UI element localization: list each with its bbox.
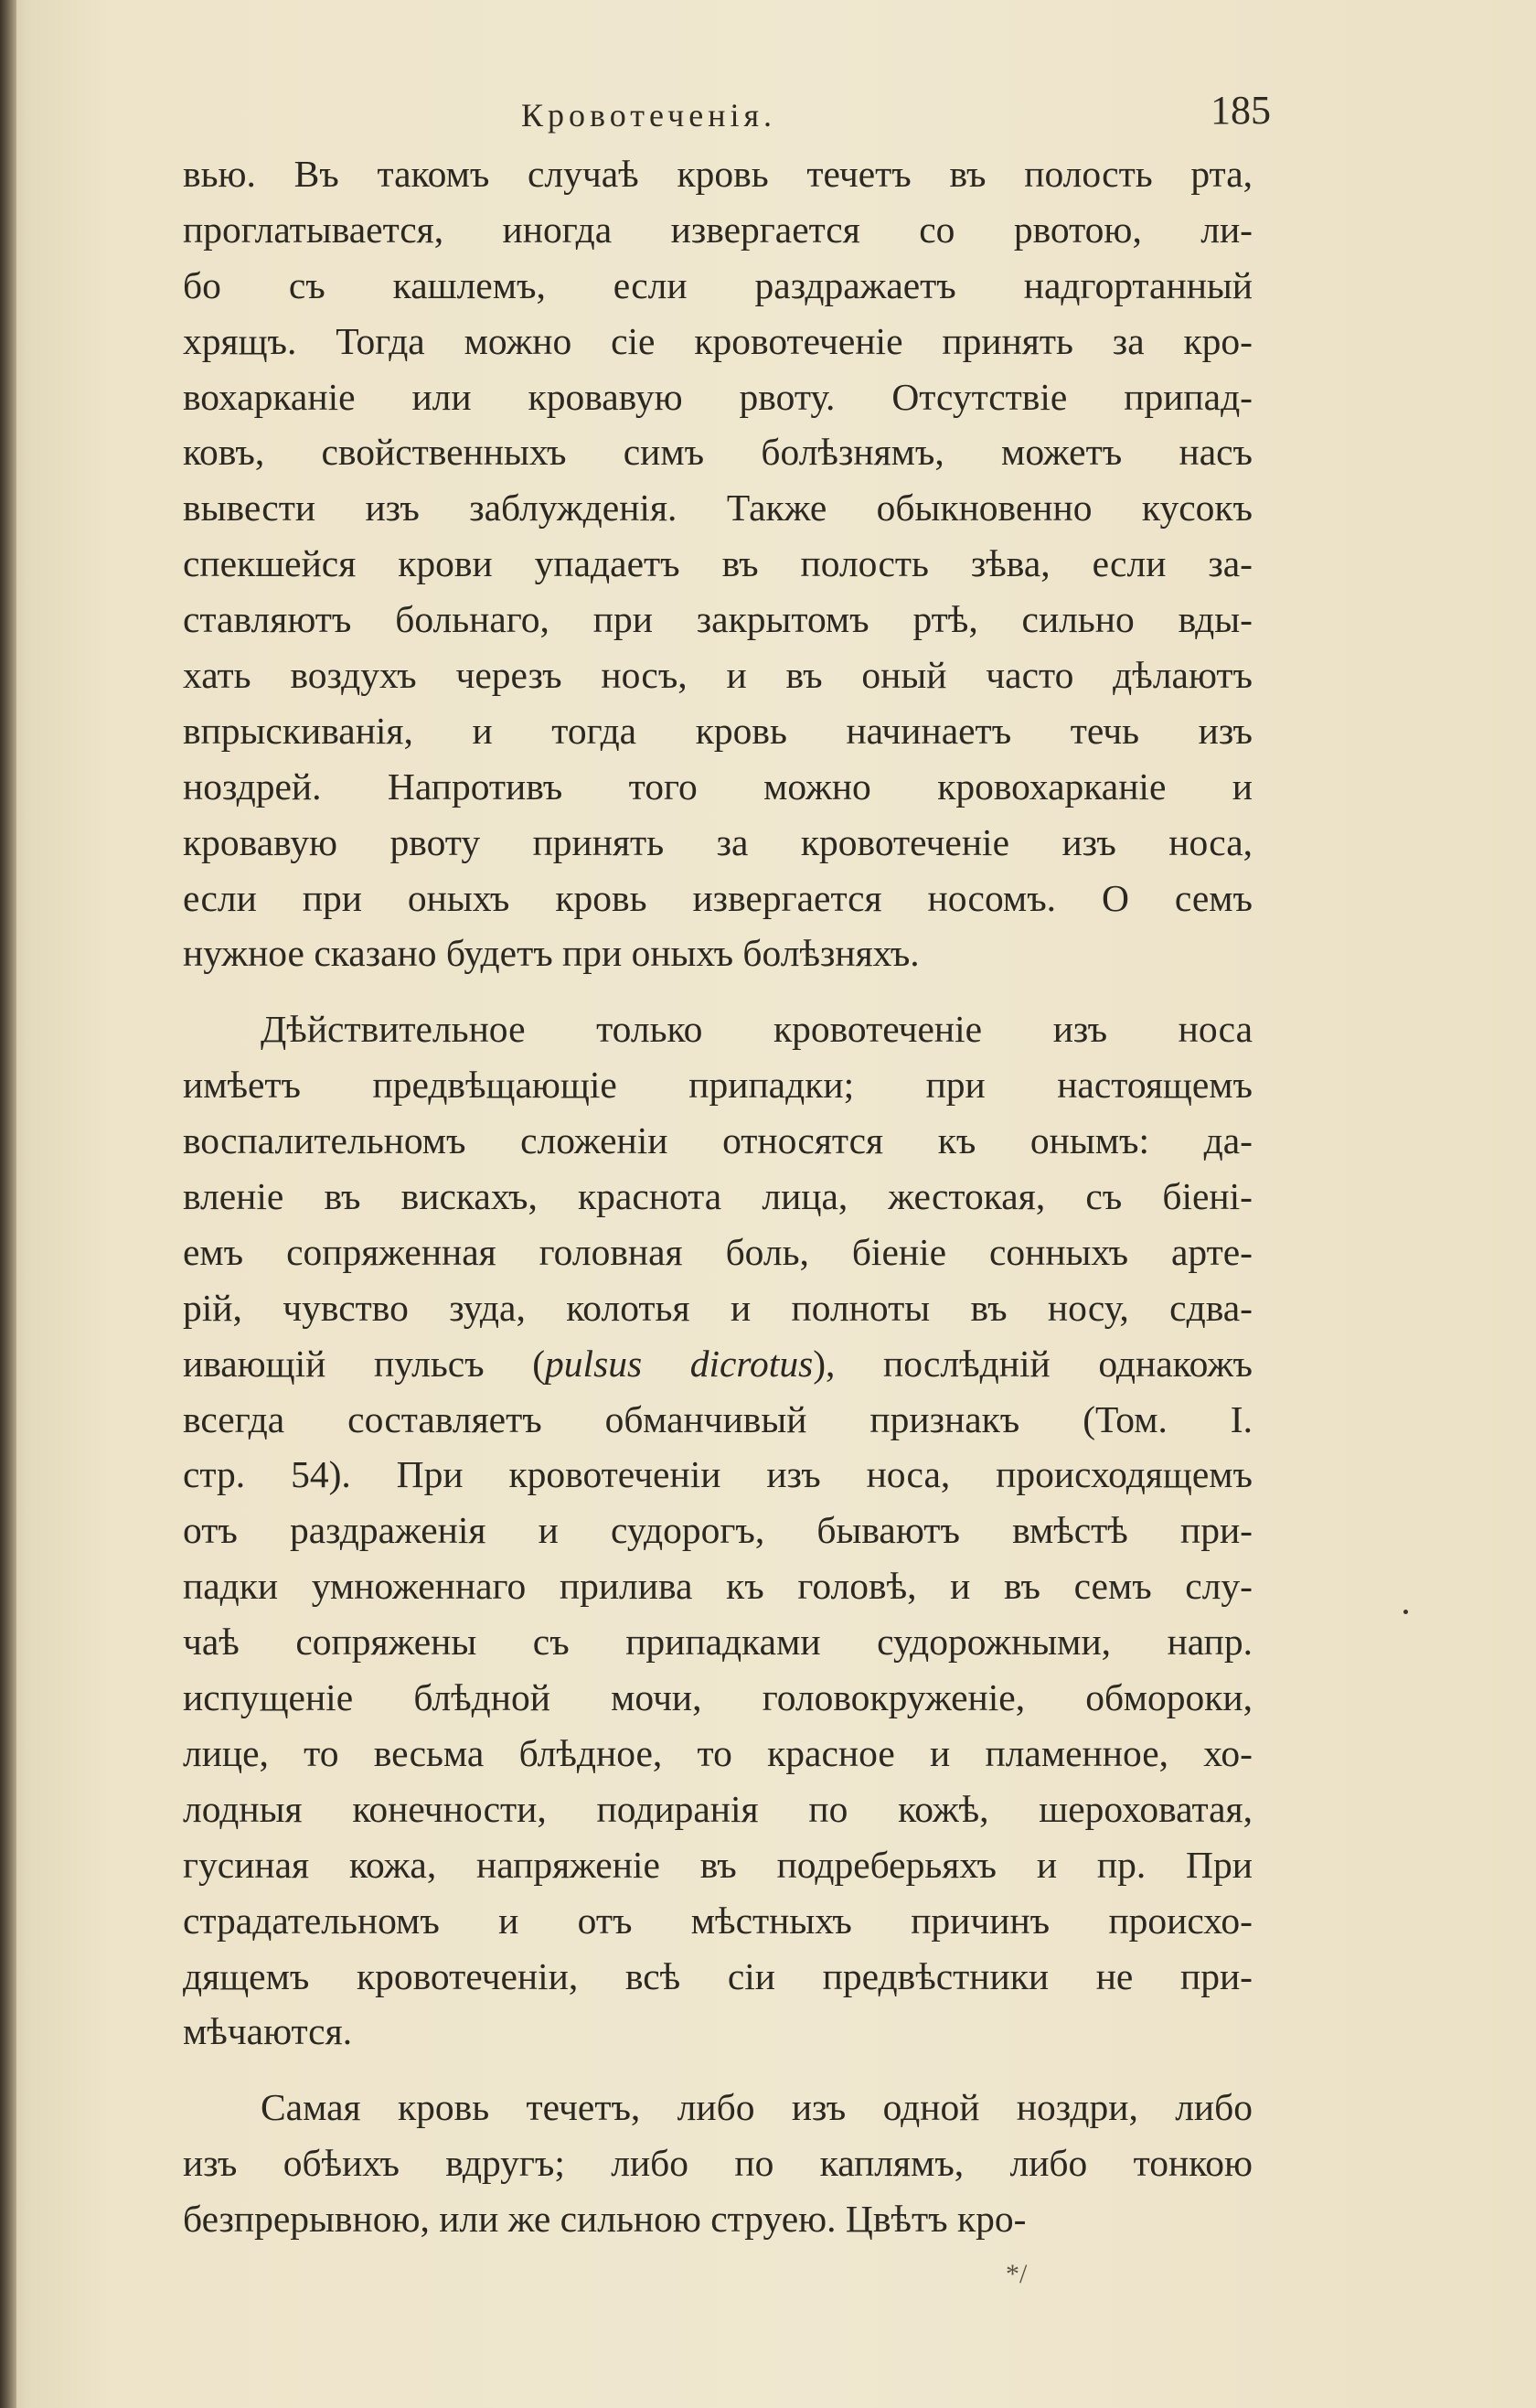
text-line: безпрерывною, или же сильною струею. Цвѣтъ кро-: [183, 2198, 1027, 2241]
text-line: испущеніе блѣдной мочи, головокруженіе, обмороки,: [183, 1676, 1253, 1719]
text-line: воспалительномъ сложеніи относятся къ онымъ: да-: [183, 1119, 1253, 1162]
paragraph: [183, 146, 1253, 981]
text-line: лодныя конечности, подиранія по кожѣ, шероховатая,: [183, 1787, 1253, 1830]
text-line: хрящъ. Тогда можно сіе кровотеченіе принять за кро-: [183, 319, 1253, 362]
ink-speck: [1403, 1610, 1408, 1614]
text-line: ноздрей. Напротивъ того можно кровохарканіе и: [183, 765, 1253, 808]
text-line: чаѣ сопряжены съ припадками судорожными, напр.: [183, 1621, 1253, 1664]
text-line: изъ обѣихъ вдругъ; либо по каплямъ, либо тонкою: [183, 2142, 1253, 2185]
text-line: страдательномъ и отъ мѣстныхъ причинъ происхо-: [183, 1899, 1253, 1942]
text-line: мѣчаются.: [183, 2010, 353, 2053]
catchword-mark: */: [1006, 2259, 1028, 2289]
text-line: вывести изъ заблужденія. Также обыкновенно кусокъ: [183, 487, 1253, 530]
text-line: хать воздухъ черезъ носъ, и въ оный часто дѣлаютъ: [183, 654, 1253, 697]
text-line: Дѣйствительное только кровотеченіе изъ носа: [261, 1008, 1253, 1051]
text-line: спекшейся крови упадаетъ въ полость зѣва, если за-: [183, 542, 1253, 585]
text-line: емъ сопряженная головная боль, біеніе сонныхъ арте-: [183, 1230, 1253, 1273]
text-line: гусиная кожа, напряженіе въ подреберьяхъ и пр. При: [183, 1843, 1253, 1886]
text-line: проглатывается, иногда извергается со рвотою, ли-: [183, 208, 1253, 251]
text-line: всегда составляетъ обманчивый признакъ (Том. I.: [183, 1397, 1253, 1440]
text-line: лице, то весьма блѣдное, то красное и пламенное, хо-: [183, 1731, 1253, 1774]
text-line: вью. Въ такомъ случаѣ кровь течетъ въ полость рта,: [183, 153, 1253, 195]
text-line: вленіе въ вискахъ, краснота лица, жестокая, съ біені-: [183, 1175, 1253, 1218]
text-line: кровавую рвоту принять за кровотеченіе изъ носа,: [183, 820, 1253, 863]
paragraph: [183, 2080, 1253, 2247]
text-line: имѣетъ предвѣщающіе припадки; при настоящемъ: [183, 1064, 1253, 1107]
text-line: падки умноженнаго прилива къ головѣ, и въ семъ слу-: [183, 1565, 1253, 1608]
text-line: ивающій пульсъ (pulsus dicrotus), послѣдній однакожъ: [183, 1342, 1253, 1385]
page-header: [183, 87, 1271, 142]
paragraph: [183, 1001, 1253, 2060]
text-line: ковъ, свойственныхъ симъ болѣзнямъ, можетъ насъ: [183, 431, 1253, 474]
text-line: дящемъ кровотеченіи, всѣ сіи предвѣстники не при-: [183, 1954, 1253, 1997]
page-number: 185: [1211, 88, 1271, 133]
text-line: нужное сказано будетъ при оныхъ болѣзняхъ.: [183, 932, 920, 975]
text-line: впрыскиванія, и тогда кровь начинаетъ течь изъ: [183, 709, 1253, 752]
text-line: бо съ кашлемъ, если раздражаетъ надгортанный: [183, 263, 1253, 306]
latin-term: pulsus dicrotus: [545, 1342, 814, 1385]
paragraph-gap: [183, 981, 1253, 1001]
text-line: стр. 54). При кровотеченіи изъ носа, происходящемъ: [183, 1453, 1253, 1496]
text-line: отъ раздраженія и судорогъ, бываютъ вмѣстѣ при-: [183, 1509, 1253, 1552]
running-head: Кровотеченія.: [521, 97, 777, 134]
text-line: вохарканіе или кровавую рвоту. Отсутствіе припад-: [183, 375, 1253, 418]
text-line: рій, чувство зуда, колотья и полноты въ носу, сдва-: [183, 1286, 1253, 1329]
book-spine-shadow: [0, 0, 16, 2408]
text-line: ставляютъ больнаго, при закрытомъ ртѣ, сильно вды-: [183, 598, 1253, 641]
text-line: если при оныхъ кровь извергается носомъ. О семъ: [183, 876, 1253, 919]
body-text: [183, 146, 1253, 2247]
text-line: Самая кровь течетъ, либо изъ одной ноздри, либо: [261, 2086, 1253, 2129]
paragraph-gap: [183, 2060, 1253, 2080]
